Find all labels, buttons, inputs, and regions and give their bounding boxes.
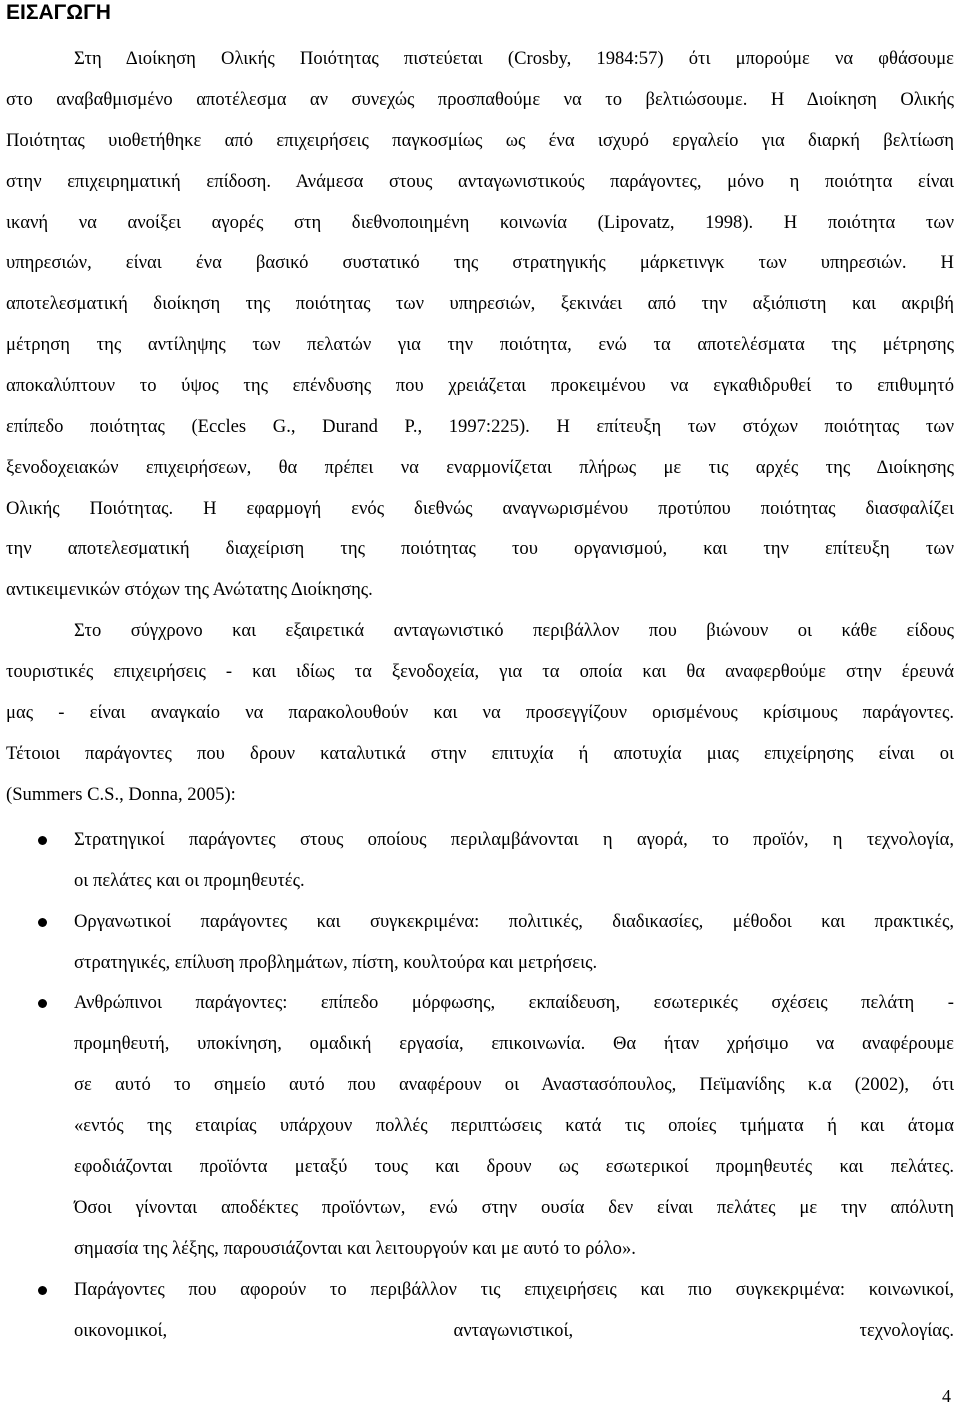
bullet-icon [38, 836, 47, 845]
list-item-line: Όσοι γίνονται αποδέκτες προϊόντων, ενώ στην ουσία δεν είναι πελάτες με την απόλυτη [74, 1197, 954, 1218]
paragraph-line: Στη Διοίκηση Ολικής Ποιότητας πιστεύεται (Crosby, 1984:57) ότι μπορούμε να φθάσουμε [74, 48, 954, 69]
bullet-icon [38, 918, 47, 927]
paragraph-line: υπηρεσιών, είναι ένα βασικό συστατικό της στρατηγικής μάρκετινγκ των υπηρεσιών. Η [6, 252, 954, 273]
list-item-line: σε αυτό το σημείο αυτό που αναφέρουν οι Αναστασόπουλος, Πεϊμανίδης κ.α (2002), ότι [74, 1074, 954, 1095]
page-number: 4 [942, 1386, 951, 1406]
list-item-line: οι πελάτες και οι προμηθευτές. [74, 870, 305, 891]
list-item-line: οικονομικοί, ανταγωνιστικοί, τεχνολογίας. [74, 1320, 954, 1341]
paragraph-line: (Summers C.S., Donna, 2005): [6, 784, 236, 805]
paragraph-line: αντικειμενικών στόχων της Ανώτατης Διοίκησης. [6, 579, 373, 600]
paragraph-line: αποτελεσματική διοίκηση της ποιότητας των υπηρεσιών, ξεκινάει από την αξιόπιστη και ακριβή [6, 293, 954, 314]
paragraph-line: στην επιχειρηματική επίδοση. Ανάμεσα στους ανταγωνιστικούς παράγοντες, μόνο η ποιότητα είναι [6, 171, 954, 192]
list-item-line: Ανθρώπινοι παράγοντες: επίπεδο μόρφωσης, εκπαίδευση, εσωτερικές σχέσεις πελάτη - [74, 992, 954, 1013]
bullet-icon [38, 999, 47, 1008]
list-item-line: «εντός της εταιρίας υπάρχουν πολλές περιπτώσεις κατά τις οποίες τμήματα ή και άτομα [74, 1115, 954, 1136]
paragraph-line: ικανή να ανοίξει αγορές στη διεθνοποιημένη κοινωνία (Lipovatz, 1998). Η ποιότητα των [6, 212, 954, 233]
paragraph-line: ξενοδοχειακών επιχειρήσεων, θα πρέπει να εναρμονίζεται πλήρως με τις αρχές της Διοίκησης [6, 457, 954, 478]
paragraph-line: τουριστικές επιχειρήσεις - και ιδίως τα ξενοδοχεία, για τα οποία και θα αναφερθούμε στην έρευνά [6, 661, 954, 682]
list-item-line: Οργανωτικοί παράγοντες και συγκεκριμένα: πολιτικές, διαδικασίες, μέθοδοι και πρακτικές, [74, 911, 954, 932]
list-item-line: εφοδιάζονται προϊόντα μεταξύ τους και δρουν ως εσωτερικοί προμηθευτές και πελάτες. [74, 1156, 954, 1177]
list-item-line: σημασία της λέξης, παρουσιάζονται και λειτουργούν και με αυτό το ρόλο». [74, 1238, 636, 1259]
list-item-line: Στρατηγικοί παράγοντες στους οποίους περιλαμβάνονται η αγορά, το προϊόν, η τεχνολογία, [74, 829, 954, 850]
section-heading: ΕΙΣΑΓΩΓΗ [6, 1, 111, 24]
paragraph-line: στο αναβαθμισμένο αποτέλεσμα αν συνεχώς προσπαθούμε να το βελτιώσουμε. Η Διοίκηση Ολικής [6, 89, 954, 110]
bullet-icon [38, 1286, 47, 1295]
paragraph-line: την αποτελεσματική διαχείριση της ποιότητας του οργανισμού, και την επίτευξη των [6, 538, 954, 559]
paragraph-line: μέτρηση της αντίληψης των πελατών για την ποιότητα, ενώ τα αποτελέσματα της μέτρησης [6, 334, 954, 355]
paragraph-line: Στο σύγχρονο και εξαιρετικά ανταγωνιστικό περιβάλλον που βιώνουν οι κάθε είδους [74, 620, 954, 641]
list-item-line: στρατηγικές, επίλυση προβλημάτων, πίστη, κουλτούρα και μετρήσεις. [74, 952, 598, 973]
paragraph-line: μας - είναι αναγκαίο να παρακολουθούν και να προσεγγίζουν ορισμένους κρίσιμους παράγοντες. [6, 702, 954, 723]
paragraph-line: αποκαλύπτουν το ύψος της επένδυσης που χρειάζεται προκειμένου να εγκαθιδρυθεί το επιθυμητό [6, 375, 954, 396]
paragraph-line: επίπεδο ποιότητας (Eccles G., Durand P., 1997:225). Η επίτευξη των στόχων ποιότητας των [6, 416, 954, 437]
paragraph-line: Τέτοιοι παράγοντες που δρουν καταλυτικά στην επιτυχία ή αποτυχία μιας επιχείρησης είναι οι [6, 743, 954, 764]
list-item-line: Παράγοντες που αφορούν το περιβάλλον τις επιχειρήσεις και πιο συγκεκριμένα: κοινωνικοί, [74, 1279, 954, 1300]
list-item-line: προμηθευτή, υποκίνηση, ομαδική εργασία, επικοινωνία. Θα ήταν χρήσιμο να αναφέρουμε [74, 1033, 954, 1054]
paragraph-line: Ολικής Ποιότητας. Η εφαρμογή ενός διεθνώς αναγνωρισμένου προτύπου ποιότητας διασφαλίζει [6, 498, 954, 519]
paragraph-line: Ποιότητας υιοθετήθηκε από επιχειρήσεις παγκοσμίως ως ένα ισχυρό εργαλείο για διαρκή βελτίωση [6, 130, 954, 151]
